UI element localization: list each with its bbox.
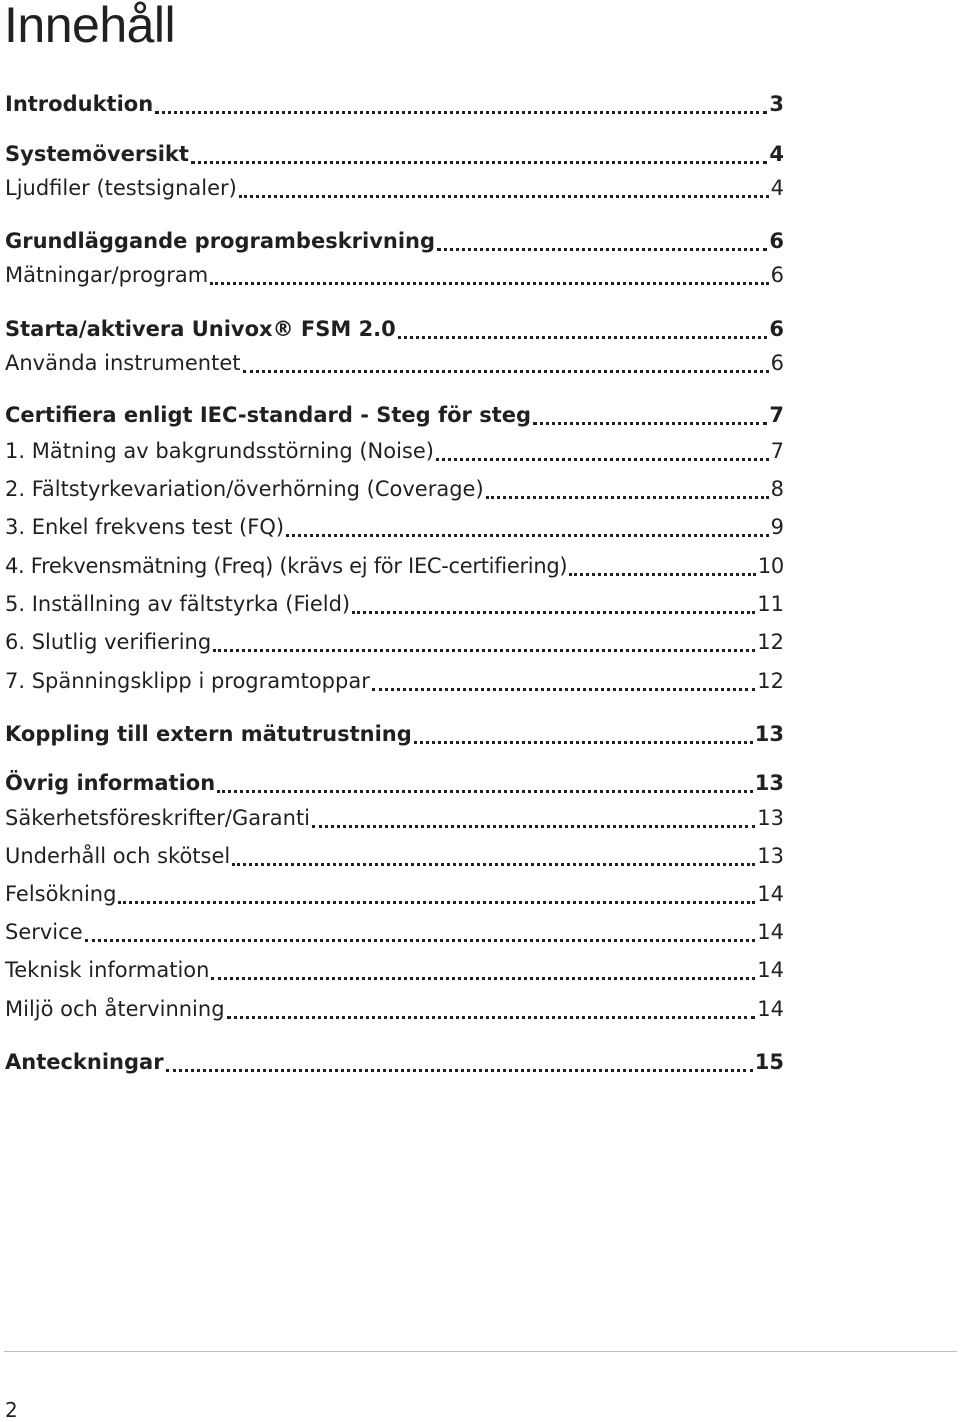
toc-entry-introduktion[interactable] bbox=[5, 88, 784, 118]
toc-entry-freq[interactable] bbox=[5, 550, 784, 580]
toc-entry-page: 4 bbox=[770, 176, 784, 200]
toc-entry-page: 13 bbox=[757, 806, 784, 830]
toc-entry-ovrig[interactable] bbox=[5, 767, 784, 797]
toc-entry-page: 12 bbox=[757, 669, 784, 693]
toc-entry-page: 6 bbox=[769, 317, 784, 341]
toc-entry-felsokning[interactable] bbox=[5, 878, 784, 908]
dot-leader bbox=[436, 436, 769, 461]
toc-entry-label: 2. Fältstyrkevariation/överhörning (Coverage) bbox=[5, 477, 484, 501]
toc-entry-label: 3. Enkel frekvens test (FQ) bbox=[5, 515, 285, 539]
toc-entry-page: 14 bbox=[757, 882, 784, 906]
toc-entry-field[interactable] bbox=[5, 588, 784, 618]
page-title: Innehåll bbox=[4, 0, 176, 53]
toc-entry-coverage[interactable] bbox=[5, 473, 784, 503]
toc-entry-label: 1. Mätning av bakgrundsstörning (Noise) bbox=[5, 439, 434, 463]
dot-leader bbox=[569, 551, 756, 576]
dot-leader bbox=[232, 841, 755, 866]
toc-entry-page: 6 bbox=[770, 263, 784, 287]
toc-entry-label: 7. Spänningsklipp i programtoppar bbox=[5, 669, 370, 693]
toc-entry-page: 6 bbox=[769, 229, 784, 253]
toc-entry-label: Teknisk information bbox=[5, 958, 210, 982]
dot-leader bbox=[533, 400, 767, 425]
toc-entry-label: Mätningar/program bbox=[5, 263, 209, 287]
dot-leader bbox=[85, 917, 756, 942]
toc-entry-label: 5. Inställning av fältstyrka (Field) bbox=[5, 592, 351, 616]
dot-leader bbox=[414, 719, 753, 744]
toc-entry-label: Miljö och återvinning bbox=[5, 997, 225, 1021]
dot-leader bbox=[286, 512, 769, 537]
toc-entry-noise[interactable] bbox=[5, 435, 784, 465]
toc-entry-koppling[interactable] bbox=[5, 718, 784, 748]
toc-entry-teknisk[interactable] bbox=[5, 954, 784, 984]
toc-entry-sakerhet[interactable] bbox=[5, 802, 784, 832]
toc-entry-anvanda[interactable] bbox=[5, 347, 784, 377]
toc-entry-spanningsklipp[interactable] bbox=[5, 665, 784, 695]
toc-entry-grundlaggande[interactable] bbox=[5, 225, 784, 255]
dot-leader bbox=[372, 666, 755, 691]
toc-entry-page: 13 bbox=[754, 771, 784, 795]
toc-entry-verifiering[interactable] bbox=[5, 626, 784, 656]
dot-leader bbox=[155, 89, 767, 114]
toc-entry-page: 7 bbox=[769, 403, 784, 427]
toc-entry-label: Grundläggande programbeskrivning bbox=[5, 229, 436, 253]
toc-entry-miljo[interactable] bbox=[5, 993, 784, 1023]
dot-leader bbox=[486, 474, 769, 499]
toc-entry-page: 15 bbox=[754, 1050, 784, 1074]
toc-entry-page: 8 bbox=[770, 477, 784, 501]
toc-entry-label: Ljudfiler (testsignaler) bbox=[5, 176, 237, 200]
dot-leader bbox=[166, 1047, 753, 1072]
dot-leader bbox=[243, 348, 769, 373]
toc-entry-label: Systemöversikt bbox=[5, 142, 189, 166]
toc-entry-page: 14 bbox=[757, 920, 784, 944]
toc-entry-matningar[interactable] bbox=[5, 259, 784, 289]
toc-entry-label: Starta/aktivera Univox® FSM 2.0 bbox=[5, 317, 396, 341]
toc-entry-page: 10 bbox=[757, 554, 784, 578]
toc-entry-label: Underhåll och skötsel bbox=[5, 844, 231, 868]
toc-entry-starta[interactable] bbox=[5, 313, 784, 343]
dot-leader bbox=[118, 879, 755, 904]
dot-leader bbox=[210, 260, 768, 285]
footer-divider bbox=[4, 1351, 957, 1352]
toc-entry-label: Certifiera enligt IEC-standard - Steg för steg bbox=[5, 403, 532, 427]
toc-entry-page: 14 bbox=[757, 997, 784, 1021]
toc-entry-label: Felsökning bbox=[5, 882, 117, 906]
toc-entry-label: Service bbox=[5, 920, 83, 944]
toc-entry-label: 4. Frekvensmätning (Freq) (krävs ej för IEC-certifiering) bbox=[5, 554, 568, 578]
toc-entry-page: 13 bbox=[757, 844, 784, 868]
toc-entry-page: 7 bbox=[770, 439, 784, 463]
dot-leader bbox=[227, 994, 756, 1019]
toc-entry-page: 12 bbox=[757, 630, 784, 654]
toc-entry-systemoversikt[interactable] bbox=[5, 138, 784, 168]
toc-entry-label: Säkerhetsföreskrifter/Garanti bbox=[5, 806, 311, 830]
dot-leader bbox=[312, 803, 755, 828]
toc-entry-label: Anteckningar bbox=[5, 1050, 164, 1074]
dot-leader bbox=[213, 627, 755, 652]
toc-entry-certifiera[interactable] bbox=[5, 399, 784, 429]
dot-leader bbox=[211, 955, 755, 980]
toc-entry-page: 3 bbox=[769, 92, 784, 116]
toc-entry-anteckningar[interactable] bbox=[5, 1046, 784, 1076]
toc-entry-label: Introduktion bbox=[5, 92, 154, 116]
toc-entry-label: Använda instrumentet bbox=[5, 351, 241, 375]
page-number: 2 bbox=[5, 1398, 18, 1422]
toc-entry-page: 11 bbox=[757, 592, 784, 616]
toc-entry-ljudfiler[interactable] bbox=[5, 172, 784, 202]
toc-entry-service[interactable] bbox=[5, 916, 784, 946]
toc-entry-fq[interactable] bbox=[5, 511, 784, 541]
toc-entry-page: 13 bbox=[754, 722, 784, 746]
toc-entry-page: 9 bbox=[770, 515, 784, 539]
dot-leader bbox=[398, 314, 768, 339]
toc-entry-label: 6. Slutlig verifiering bbox=[5, 630, 212, 654]
toc-entry-page: 14 bbox=[757, 958, 784, 982]
dot-leader bbox=[239, 173, 769, 198]
toc-entry-label: Koppling till extern mätutrustning bbox=[5, 722, 412, 746]
toc-entry-page: 4 bbox=[769, 142, 784, 166]
dot-leader bbox=[352, 589, 755, 614]
toc-entry-underhall[interactable] bbox=[5, 840, 784, 870]
toc-entry-label: Övrig information bbox=[5, 771, 216, 795]
toc-entry-page: 6 bbox=[770, 351, 784, 375]
dot-leader bbox=[217, 768, 753, 793]
dot-leader bbox=[191, 139, 767, 164]
dot-leader bbox=[437, 226, 767, 251]
